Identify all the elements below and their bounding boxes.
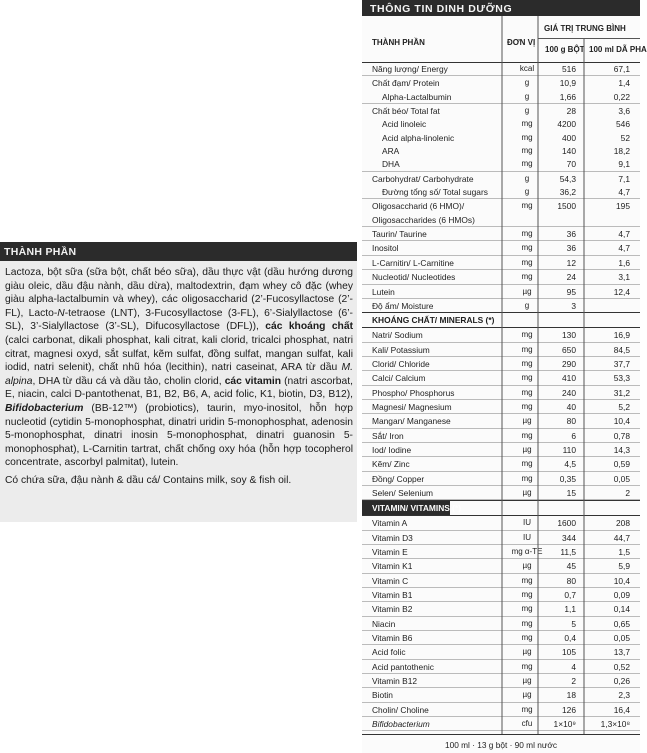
value-100g: 0,35 (559, 473, 576, 484)
nutrient-unit: mg (521, 159, 533, 169)
value-100ml: 3,6 (618, 106, 630, 117)
nutrient-name: Vitamin A (372, 518, 408, 529)
value-100ml: 0,22 (613, 91, 630, 102)
nutrient-name: Đồng/ Copper (372, 473, 425, 484)
value-100ml: 67,1 (613, 64, 630, 74)
value-100g: 516 (562, 64, 576, 74)
nutrition-row (362, 76, 640, 89)
nutrient-unit: mg (521, 661, 533, 671)
ingredients-part: Bifidobacterium (5, 402, 84, 414)
nutrient-name: Oligosaccharides (6 HMOs) (372, 214, 475, 225)
nutrition-row (362, 574, 640, 588)
nutrient-unit: g (524, 106, 530, 116)
value-100g: 24 (566, 272, 576, 283)
value-100ml: 4,7 (618, 229, 630, 240)
nutrient-name: Cholin/ Choline (372, 704, 429, 715)
nutrition-table-header (362, 16, 647, 63)
value-100g: 36 (566, 243, 576, 254)
nutrient-name: Nucleotid/ Nucleotides (372, 272, 456, 283)
nutrition-row (362, 486, 640, 500)
value-100g: 1,66 (559, 91, 576, 102)
nutrient-name: Magnesi/ Magnesium (372, 401, 452, 412)
value-100ml: 1,6 (618, 257, 630, 268)
nutrient-unit: µg (522, 690, 532, 700)
nutrition-row (362, 371, 640, 385)
nutrient-name: Chất béo/ Total fat (372, 106, 440, 117)
value-100ml: 1,4 (618, 78, 630, 89)
value-100ml: 0,05 (613, 473, 630, 484)
nutrition-row (362, 117, 640, 130)
nutrient-name: Clorid/ Chloride (372, 358, 430, 369)
nutrition-row (362, 414, 640, 428)
value-100g: 344 (562, 532, 576, 543)
ingredients-part: -tetraose (LNT), 3-Fucosyllactose (3-FL), 6’-Sialyllactose (6’-SL), 3’-Sialyllactose (3’-SL), Difucosyllactose (DFL)), (5, 307, 353, 333)
nutrient-name: Natri/ Sodium (372, 330, 423, 341)
nutrient-name: Năng lượng/ Energy (372, 64, 448, 74)
nutrient-name: Vitamin C (372, 575, 409, 586)
value-100ml: 52 (620, 132, 630, 143)
nutrient-name: Bifidobacterium (372, 719, 430, 730)
value-100ml: 546 (616, 119, 630, 130)
nutrient-name: Calci/ Calcium (372, 373, 426, 384)
value-100g: 1600 (557, 518, 576, 529)
value-100ml: 10,4 (613, 416, 630, 427)
nutrient-unit: mg (521, 146, 533, 156)
value-100ml: 0,78 (613, 430, 630, 441)
nutrient-unit: µg (522, 647, 532, 657)
value-100g: 105 (562, 647, 576, 658)
nutrition-row (362, 104, 640, 117)
nutrient-name: DHA (382, 159, 400, 170)
nutrient-unit: mg (521, 604, 533, 614)
value-100g: 36 (566, 229, 576, 240)
ingredients-part: (BB-12™) (probiotics), taurin, myo-inositol, hỗn hợp nucleotid (cytidin 5-monophosphat, dinatri uridin 5-monophosphat, adenosin 5-monophosphat, dinatri inosin 5-monophosphat, dinatri guanosin 5-monophosphat), L-Carnitin tartrat, chất chống oxy hóa (hỗn hợp tocopherol concentrate, ascorbyl palmitat), lutein. (5, 402, 353, 469)
nutrient-name: Vitamin K1 (372, 561, 413, 572)
value-100ml: 195 (616, 201, 630, 212)
value-100g: 6 (571, 430, 576, 441)
nutrient-unit: mg (521, 358, 533, 368)
value-100g: 80 (566, 575, 576, 586)
value-100ml: 3,1 (618, 272, 630, 283)
nutrient-unit: mg (521, 229, 533, 239)
value-100ml: 2 (625, 487, 630, 498)
nutrient-name: Acid linoleic (382, 119, 427, 130)
nutrient-name: Acid folic (372, 647, 406, 658)
value-100g: 36,2 (559, 187, 576, 198)
nutrient-name: Mangan/ Manganese (372, 416, 451, 427)
value-100g: 95 (566, 286, 576, 297)
section-header (362, 500, 640, 516)
nutrient-name: Vitamin D3 (372, 532, 413, 543)
nutrition-row (362, 645, 640, 659)
value-100g: 54,3 (559, 173, 576, 184)
nutrient-unit: mg (521, 344, 533, 354)
value-100g: 18 (566, 690, 576, 701)
nutrition-row (362, 90, 640, 104)
nutrient-name: Taurin/ Taurine (372, 229, 427, 240)
value-100g: 4200 (557, 119, 576, 130)
value-100ml: 1,5 (618, 547, 630, 557)
nutrient-unit: mg (521, 257, 533, 267)
value-100g: 650 (562, 344, 576, 355)
value-100ml: 2,3 (618, 690, 630, 701)
value-100g: 1×10⁹ (553, 719, 576, 730)
nutrition-row (362, 703, 640, 717)
nutrient-unit: µg (522, 487, 532, 497)
serving-footer: 100 ml · 13 g bột · 90 ml nước (362, 734, 640, 753)
nutrient-name: Oligosaccharid (6 HMO)/ (372, 201, 465, 212)
nutrient-unit: mg (521, 618, 533, 628)
nutrient-unit: µg (522, 444, 532, 454)
nutrition-row (362, 299, 640, 312)
nutrient-name: Kẽm/ Zinc (372, 459, 410, 470)
nutrient-name: L-Carnitin/ L-Carnitine (372, 257, 454, 268)
value-100g: 4 (571, 661, 576, 672)
value-100ml: 0,14 (613, 604, 630, 615)
column-header-unit: ĐƠN VỊ (507, 38, 536, 47)
nutrition-row (362, 172, 640, 185)
column-header-average: GIÁ TRỊ TRUNG BÌNH (544, 24, 626, 33)
nutrient-name: Iod/ Iodine (372, 444, 412, 455)
ingredients-part: (calci carbonat, dikali phosphat, kali citrat, kali clorid, tricalci phosphat, natri citrat, magnesi oxyd, sắt sulfat, kẽm sulfat, đồng sulfat, mangan sulfat, kali iodid, natri selenit), chất nhũ hóa (lecithin), natri caseinat, ARA từ dầu (5, 334, 353, 374)
nutrition-table (362, 0, 647, 753)
nutrition-row (362, 185, 640, 199)
nutrition-row (362, 631, 640, 645)
value-100ml: 10,4 (613, 575, 630, 586)
section-title: VITAMIN/ VITAMINS (*) (372, 503, 462, 514)
nutrient-unit: g (524, 91, 530, 101)
ingredients-part: các vitamin (221, 375, 282, 387)
nutrition-row (362, 227, 640, 241)
nutrition-row (362, 457, 640, 471)
nutrition-row (362, 157, 640, 171)
nutrient-name: Niacin (372, 618, 396, 629)
value-100ml: 16,4 (613, 704, 630, 715)
nutrient-unit: mg (521, 272, 533, 282)
value-100g: 0,7 (564, 590, 576, 601)
nutrient-unit: mg (521, 633, 533, 643)
column-header-100g: 100 g BỘT (545, 45, 585, 54)
section-header (362, 312, 640, 328)
nutrient-unit: mg (521, 473, 533, 483)
value-100ml: 4,7 (618, 243, 630, 254)
nutrient-unit: g (524, 78, 530, 88)
value-100ml: 37,7 (613, 358, 630, 369)
nutrient-unit: mg (521, 330, 533, 340)
value-100ml: 9,1 (618, 159, 630, 170)
nutrient-unit: mg (521, 387, 533, 397)
value-100ml: 0,26 (613, 676, 630, 687)
value-100ml: 0,05 (613, 633, 630, 644)
ingredients-panel (0, 242, 357, 522)
ingredients-part: các khoáng chất (258, 321, 354, 333)
value-100ml: 4,7 (618, 187, 630, 198)
nutrition-row (362, 688, 640, 702)
nutrition-row (362, 588, 640, 602)
value-100g: 3 (571, 300, 576, 311)
nutrition-row (362, 285, 640, 299)
value-100ml: 16,9 (613, 330, 630, 341)
ingredients-part: M. alpina (5, 362, 353, 387)
ingredients-title: THÀNH PHẦN (0, 242, 357, 261)
section-title: KHOÁNG CHẤT/ MINERALS (*) (372, 315, 495, 326)
value-100ml: 1,3×10⁸ (600, 719, 630, 730)
nutrient-name: Inositol (372, 243, 399, 254)
allergen-statement: Có chứa sữa, đậu nành & dầu cá/ Contains milk, soy & fish oil. (5, 474, 292, 486)
value-100g: 140 (562, 146, 576, 157)
nutrient-name: Acid pantothenic (372, 661, 434, 672)
nutrition-row (362, 717, 640, 731)
nutrient-name: Vitamin B2 (372, 604, 413, 615)
value-100ml: 44,7 (613, 532, 630, 543)
value-100g: 130 (562, 330, 576, 341)
nutrition-row (362, 62, 640, 76)
nutrition-row (362, 131, 640, 144)
value-100g: 0,4 (564, 633, 576, 644)
nutrient-name: Độ ẩm/ Moisture (372, 300, 434, 311)
header-divider (538, 38, 640, 39)
ingredients-part: Lactoza, bột sữa (sữa bột, chất béo sữa), dầu thực vật (dầu hướng dương giàu oleic, dầu đậu nành, dầu dừa), maltodextrin, đạm whey cô đặc (whey giàu alpha-lactalbumin và whey), các oligosaccharid (2’-Fucosyllactose (2’-FL), Lacto- (5, 267, 353, 319)
value-100g: 240 (562, 387, 576, 398)
value-100g: 10,9 (559, 78, 576, 89)
value-100g: 45 (566, 561, 576, 572)
value-100ml: 0,09 (613, 590, 630, 601)
value-100ml: 31,2 (613, 387, 630, 398)
value-100g: 400 (562, 132, 576, 143)
nutrient-name: ARA (382, 146, 400, 157)
nutrient-unit: g (524, 187, 530, 197)
nutrient-unit: mg (521, 430, 533, 440)
nutrition-row (362, 386, 640, 400)
nutrient-name: Lutein (372, 286, 395, 297)
nutrient-unit: mg (521, 590, 533, 600)
nutrient-unit: µg (522, 416, 532, 426)
value-100ml: 14,3 (613, 444, 630, 455)
value-100g: 80 (566, 416, 576, 427)
nutrition-rows (362, 62, 640, 731)
nutrition-row (362, 357, 640, 371)
value-100g: 126 (562, 704, 576, 715)
nutrient-unit: mg (521, 459, 533, 469)
nutrient-name: Chất đạm/ Protein (372, 78, 440, 89)
nutrient-name: Carbohydrat/ Carbohydrate (372, 173, 474, 184)
ingredients-part: N (57, 307, 65, 319)
column-header-100ml: 100 ml DÃ PHA (589, 45, 647, 54)
nutrient-unit: mg α-TE (511, 547, 543, 556)
nutrient-unit: µg (522, 676, 532, 686)
ingredients-part: , DHA từ dầu cá và dầu tảo, cholin clorid, (32, 375, 222, 387)
value-100g: 28 (566, 106, 576, 117)
nutrition-row (362, 270, 640, 284)
value-100ml: 12,4 (613, 286, 630, 297)
nutrient-unit: mg (521, 201, 533, 211)
value-100ml: 84,5 (613, 344, 630, 355)
value-100g: 40 (566, 401, 576, 412)
value-100ml: 7,1 (618, 173, 630, 184)
nutrition-row (362, 516, 640, 530)
nutrient-unit: cfu (521, 719, 533, 729)
nutrient-name: Biotin (372, 690, 393, 701)
column-header-name: THÀNH PHẦN (372, 38, 425, 47)
value-100ml: 18,2 (613, 146, 630, 157)
value-100g: 290 (562, 358, 576, 369)
nutrition-row (362, 241, 640, 255)
nutrient-unit: mg (521, 373, 533, 383)
value-100ml: 0,59 (613, 459, 630, 470)
nutrient-unit: IU (523, 518, 531, 528)
value-100g: 410 (562, 373, 576, 384)
nutrient-name: Vitamin E (372, 547, 408, 557)
value-100g: 70 (566, 159, 576, 170)
value-100ml: 5,2 (618, 401, 630, 412)
value-100ml: 208 (616, 518, 630, 529)
nutrient-name: Kali/ Potassium (372, 344, 430, 355)
nutrition-row (362, 328, 640, 342)
value-100g: 1,1 (564, 604, 576, 615)
value-100ml: 0,65 (613, 618, 630, 629)
nutrient-unit: g (524, 300, 530, 310)
ingredients-part: (natri ascorbat, E, niacin, calci D-pantothenat, B1, B2, B6, A, acid folic, K1, biotin, D3, B12), (5, 375, 353, 401)
nutrient-unit: kcal (519, 64, 535, 73)
ingredients-text (0, 261, 357, 488)
nutrient-unit: mg (521, 401, 533, 411)
nutrition-row (362, 559, 640, 573)
value-100ml: 0,52 (613, 661, 630, 672)
nutrient-name: Alpha-Lactalbumin (382, 91, 452, 102)
nutrient-unit: mg (521, 704, 533, 714)
nutrient-name: Acid alpha-linolenic (382, 132, 455, 143)
value-100ml: 13,7 (613, 647, 630, 658)
value-100g: 110 (562, 444, 576, 455)
nutrient-unit: g (524, 173, 530, 183)
value-100g: 11,5 (560, 547, 576, 557)
nutrient-name: Vitamin B12 (372, 676, 418, 687)
nutrition-row (362, 660, 640, 674)
value-100g: 4,5 (564, 459, 576, 470)
nutrient-name: Selen/ Selenium (372, 487, 433, 498)
nutrient-name: Đường tổng số/ Total sugars (382, 187, 488, 198)
nutrition-row (362, 144, 640, 157)
nutrition-row (362, 545, 640, 559)
nutrition-row (362, 472, 640, 486)
nutrition-row (362, 617, 640, 631)
nutrition-row (362, 199, 640, 212)
nutrition-row (362, 443, 640, 457)
value-100g: 12 (566, 257, 576, 268)
nutrient-name: Vitamin B6 (372, 633, 413, 644)
value-100g: 15 (566, 487, 576, 498)
nutrition-row (362, 256, 640, 270)
nutrient-unit: mg (521, 575, 533, 585)
value-100g: 5 (571, 618, 576, 629)
nutrient-unit: µg (522, 286, 532, 296)
nutrient-unit: IU (523, 532, 531, 542)
nutrition-row (362, 343, 640, 357)
value-100ml: 5,9 (618, 561, 630, 572)
value-100ml: 53,3 (613, 373, 630, 384)
nutrition-row (362, 429, 640, 443)
nutrition-title: THÔNG TIN DINH DƯỠNG (362, 0, 640, 16)
value-100g: 1500 (557, 201, 576, 212)
nutrition-row (362, 213, 640, 227)
nutrient-name: Phospho/ Phosphorus (372, 387, 455, 398)
nutrient-unit: µg (522, 561, 532, 571)
nutrition-row (362, 674, 640, 688)
nutrient-name: Sắt/ Iron (372, 430, 404, 441)
nutrition-row (362, 531, 640, 545)
nutrient-unit: mg (521, 243, 533, 253)
ingredients-paragraph (5, 266, 353, 470)
nutrient-unit: mg (521, 119, 533, 129)
nutrient-name: Vitamin B1 (372, 590, 413, 601)
nutrition-row (362, 602, 640, 616)
nutrition-row (362, 400, 640, 414)
nutrient-unit: mg (521, 132, 533, 142)
value-100g: 2 (571, 676, 576, 687)
